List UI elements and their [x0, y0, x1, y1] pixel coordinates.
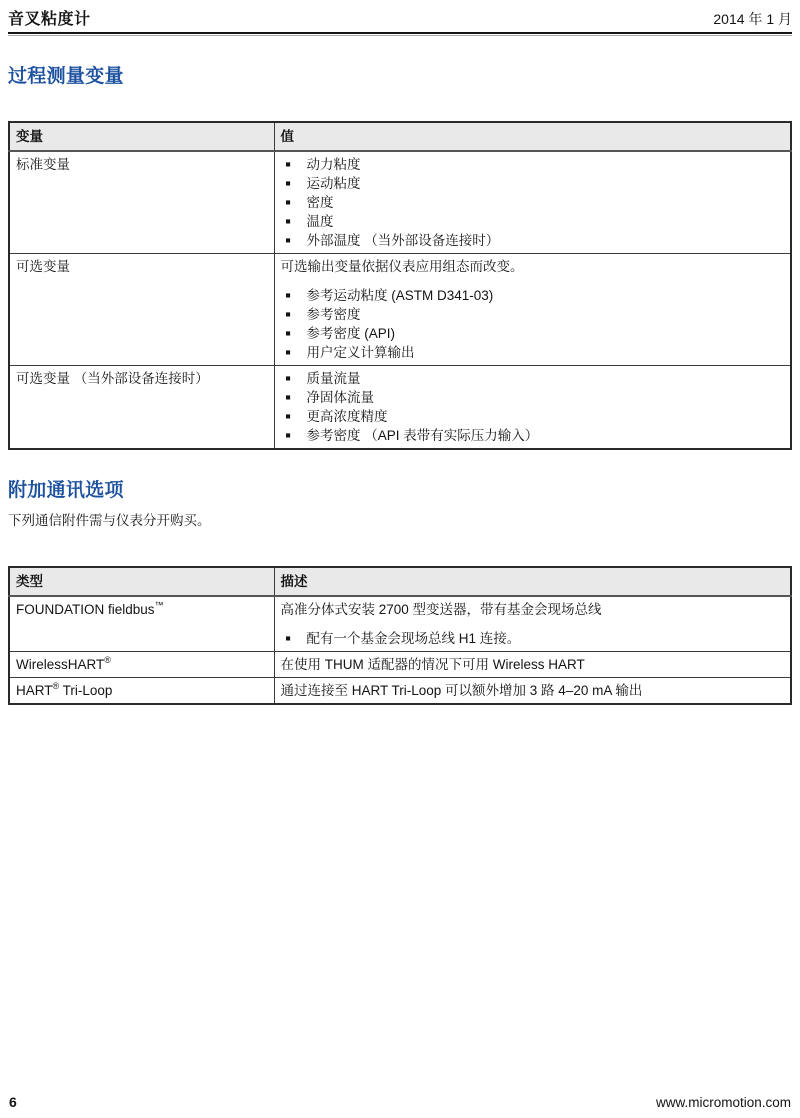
bullet-icon: ■ [285, 178, 291, 188]
list-item: ■ 动力粘度 [285, 157, 361, 172]
table-row [9, 652, 791, 678]
bullet-list [281, 629, 785, 648]
bullet-icon: ■ [285, 290, 291, 300]
document-date: 2014 年 1 月 [713, 11, 792, 27]
bullet-list [281, 155, 785, 250]
bullet-icon: ■ [285, 159, 291, 169]
list-item: ■ 参考运动粘度 (ASTM D341-03) [285, 288, 494, 303]
table-row [9, 678, 791, 705]
bullet-icon: ■ [285, 411, 291, 421]
table-header-row [9, 567, 791, 596]
list-item: ■ 更高浓度精度 [285, 409, 388, 424]
bullet-icon: ■ [285, 373, 291, 383]
document-title: 音叉粘度计 [8, 11, 91, 28]
type-cell: WirelessHART® [9, 652, 274, 678]
bullet-icon: ■ [285, 347, 291, 357]
bullet-icon: ■ [285, 235, 291, 245]
process-variables-table [8, 121, 792, 450]
bullet-icon: ■ [285, 309, 291, 319]
list-item: ■ 温度 [285, 214, 334, 229]
list-item: ■ 密度 [285, 195, 334, 210]
bullet-icon: ■ [285, 216, 291, 226]
list-item: ■ 外部温度 （当外部设备连接时） [285, 233, 500, 248]
type-cell: HART® Tri-Loop [9, 678, 274, 705]
type-cell: FOUNDATION fieldbus™ [9, 596, 274, 652]
column-header-value: 值 [274, 122, 791, 151]
communication-options-table [8, 566, 792, 705]
bullet-icon: ■ [285, 633, 291, 643]
registered-symbol: ® [52, 680, 60, 691]
page-number: 6 [9, 1094, 17, 1110]
list-item: ■ 参考密度 (API) [285, 326, 396, 341]
list-item: ■ 参考密度 （API 表带有实际压力输入） [285, 428, 539, 443]
variable-name-cell: 可选变量 （当外部设备连接时） [9, 366, 274, 450]
cell-intro-text: 高准分体式安装 2700 型变送器，带有基金会现场总线 [280, 602, 602, 617]
variable-name-cell: 可选变量 [9, 254, 274, 366]
table-row [9, 596, 791, 652]
header-rule [8, 35, 792, 36]
variable-name-cell: 标准变量 [9, 151, 274, 254]
cell-intro-text: 可选输出变量依据仪表应用组态而改变。 [280, 259, 524, 274]
list-item: ■ 参考密度 [285, 307, 361, 322]
list-item: ■ 净固体流量 [285, 390, 374, 405]
bullet-icon: ■ [285, 392, 291, 402]
section-heading-communication-options: 附加通讯选项 [8, 480, 124, 501]
description-cell: 在使用 THUM 适配器的情况下可用 Wireless HART [274, 652, 791, 678]
communications-note: 下列通信附件需与仪表分开购买。 [8, 513, 211, 528]
description-cell [274, 596, 791, 652]
table-header-row [9, 122, 791, 151]
list-item: ■ 运动粘度 [285, 176, 361, 191]
document-footer [0, 1094, 800, 1110]
table-row [9, 254, 791, 366]
column-header-variable: 变量 [9, 122, 274, 151]
variable-value-cell [274, 254, 791, 366]
list-item: ■ 质量流量 [285, 371, 361, 386]
table-row [9, 151, 791, 254]
document-header [8, 0, 792, 34]
trademark-symbol: ™ [154, 599, 164, 610]
list-item: ■ 配有一个基金会现场总线 H1 连接。 [285, 631, 521, 646]
bullet-list [281, 286, 785, 362]
variable-value-cell [274, 366, 791, 450]
table-row [9, 366, 791, 450]
bullet-icon: ■ [285, 328, 291, 338]
bullet-list [281, 369, 785, 445]
registered-symbol: ® [104, 654, 111, 665]
list-item: ■ 用户定义计算输出 [285, 345, 415, 360]
variable-value-cell [274, 151, 791, 254]
section-heading-process-variables: 过程测量变量 [8, 66, 124, 87]
column-header-description: 描述 [274, 567, 791, 596]
column-header-type: 类型 [9, 567, 274, 596]
bullet-icon: ■ [285, 197, 291, 207]
bullet-icon: ■ [285, 430, 291, 440]
description-cell: 通过连接至 HART Tri-Loop 可以额外增加 3 路 4–20 mA 输出 [274, 678, 791, 705]
website-link[interactable]: www.micromotion.com [655, 1095, 791, 1110]
